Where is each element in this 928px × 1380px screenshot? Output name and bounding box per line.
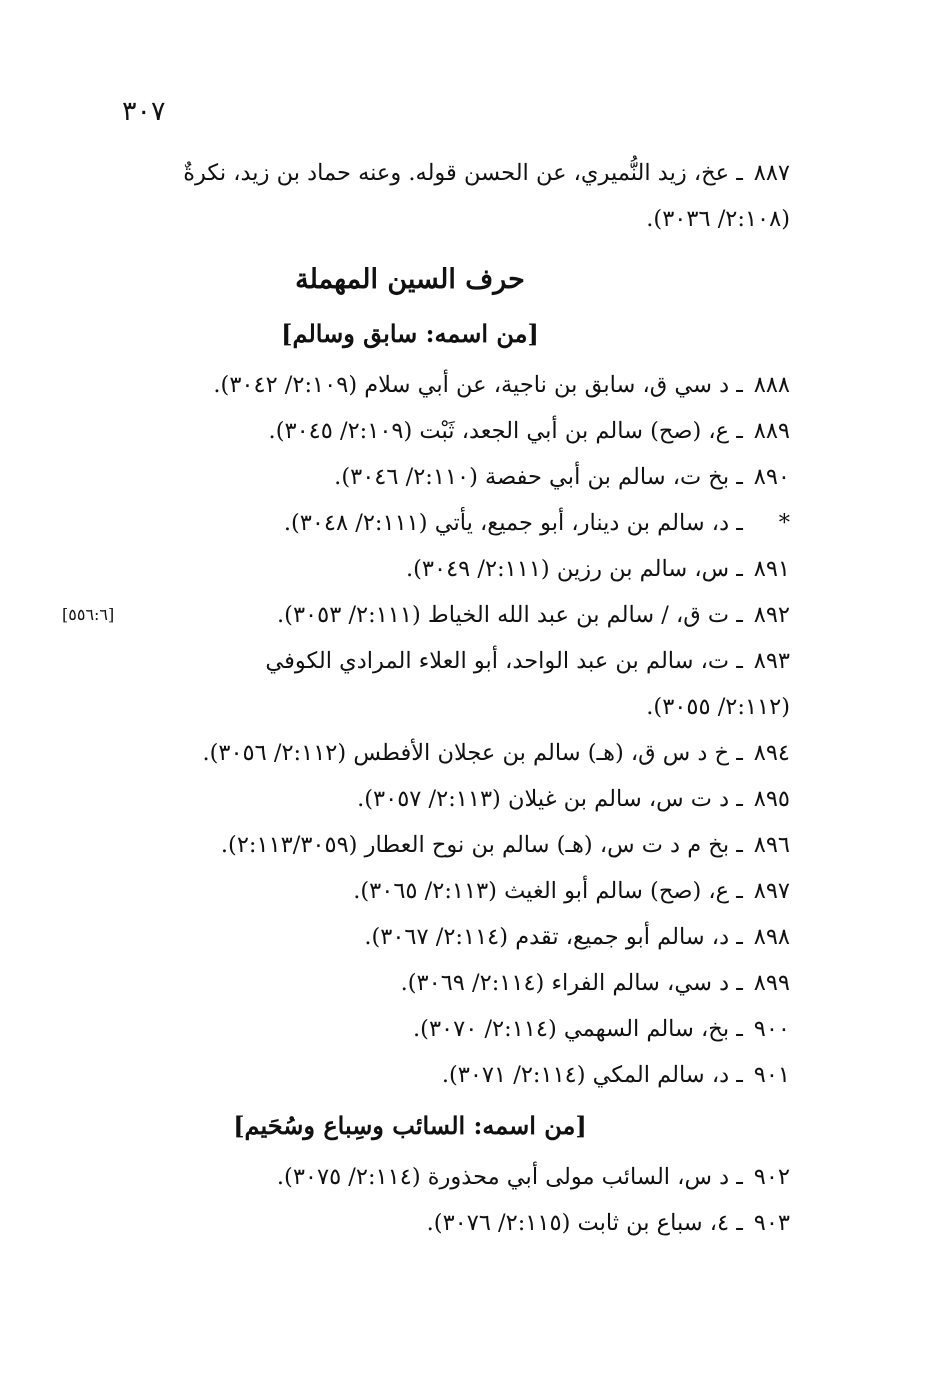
entry-892 [62, 592, 790, 638]
entry-text: ـ د، سالم بن دينار، أبو جميع، يأتي (٢:١١١/ ٣٠٤٨). [283, 510, 743, 536]
entry-text: ـ د سي ق، سابق بن ناجية، عن أبي سلام (٢:١٠٩/ ٣٠٤٢). [213, 372, 743, 398]
page-number: ٣٠٧ [122, 96, 166, 127]
entry-text: ـ ع، (صح) سالم أبو الغيث (٢:١١٣/ ٣٠٦٥). [353, 878, 743, 904]
entry-896 [100, 822, 790, 868]
entry-text: ـ د سي، سالم الفراء (٢:١١٤/ ٣٠٦٩). [400, 970, 743, 996]
entry-number: ٨٩٢ [753, 602, 790, 628]
entry-897 [100, 868, 790, 914]
entry-898 [100, 914, 790, 960]
section-heading: حرف السين المهملة [295, 264, 525, 295]
entry-text: ـ خ د س ق، (هـ) سالم بن عجلان الأفطس (٢:١١٢/ ٣٠٥٦). [202, 740, 743, 766]
sub-heading-1: [من اسمه: سابق وسالم] [281, 319, 539, 348]
entry-text: ـ عخ، زيد النُّميري، عن الحسن قوله. وعنه حماد بن زيد، نكرةٌ [183, 160, 743, 186]
entry-text: ـ بخ ت، سالم بن أبي حفصة (٢:١١٠/ ٣٠٤٦). [334, 464, 743, 490]
entry-number: ٨٩٧ [753, 878, 790, 904]
entry-903 [100, 1200, 790, 1246]
entry-887 [100, 150, 790, 242]
entry-899 [100, 960, 790, 1006]
entry-889 [100, 408, 790, 454]
entry-number: ٩٠٢ [753, 1164, 790, 1190]
entry-number: ٨٨٨ [753, 372, 790, 398]
entry-text: ـ بخ م د ت س، (هـ) سالم بن نوح العطار (٢:١١٣/٣٠٥٩). [220, 832, 743, 858]
entry-text: ـ بخ، سالم السهمي (٢:١١٤/ ٣٠٧٠). [413, 1016, 743, 1042]
entry-text: ـ د س، السائب مولى أبي محذورة (٢:١١٤/ ٣٠٧٥). [276, 1164, 743, 1190]
entry-text: ـ د، سالم أبو جميع، تقدم (٢:١١٤/ ٣٠٦٧). [364, 924, 743, 950]
page-content [62, 150, 790, 1246]
entry-text: ـ د، سالم المكي (٢:١١٤/ ٣٠٧١). [441, 1062, 743, 1088]
entry-900 [100, 1006, 790, 1052]
entry-text: ـ س، سالم بن رزين (٢:١١١/ ٣٠٤٩). [405, 556, 743, 582]
entry-marker: * [778, 510, 790, 536]
entry-text: ـ د ت س، سالم بن غيلان (٢:١١٣/ ٣٠٥٧). [357, 786, 743, 812]
entry-894 [100, 730, 790, 776]
entry-text: ـ ع، (صح) سالم بن أبي الجعد، ثَبْت (٢:١٠٩/ ٣٠٤٥). [268, 418, 743, 444]
entry-number: ٨٩٥ [753, 786, 790, 812]
entry-893 [100, 638, 790, 730]
entry-continuation: (٢:١١٢/ ٣٠٥٥). [646, 694, 790, 720]
entry-number: ٨٨٧ [753, 160, 790, 186]
entry-number: ٨٩٩ [753, 970, 790, 996]
entry-891 [100, 546, 790, 592]
entry-number: ٨٨٩ [753, 418, 790, 444]
entry-text: ـ ٤، سباع بن ثابت (٢:١١٥/ ٣٠٧٦). [426, 1210, 743, 1236]
entry-number: ٨٩٣ [753, 648, 790, 674]
entry-number: ٨٩١ [753, 556, 790, 582]
entry-number: ٩٠٠ [753, 1016, 790, 1042]
entry-text: ـ ت ق، / سالم بن عبد الله الخياط (٢:١١١/ ٣٠٥٣). [277, 602, 743, 628]
margin-note: [٥٥٦:٦] [62, 605, 115, 624]
entry-number: ٩٠٣ [753, 1210, 790, 1236]
entry-star [100, 500, 790, 546]
entry-text: ـ ت، سالم بن عبد الواحد، أبو العلاء المرادي الكوفي [265, 648, 743, 674]
entry-number: ٨٩٨ [753, 924, 790, 950]
entry-902 [100, 1154, 790, 1200]
entry-895 [100, 776, 790, 822]
entry-continuation: (٢:١٠٨/ ٣٠٣٦). [646, 206, 790, 232]
entry-number: ٨٩٤ [753, 740, 790, 766]
entry-number: ٨٩٠ [753, 464, 790, 490]
entry-number: ٨٩٦ [753, 832, 790, 858]
entry-890 [100, 454, 790, 500]
entry-888 [100, 362, 790, 408]
entry-901 [100, 1052, 790, 1098]
entry-number: ٩٠١ [753, 1062, 790, 1088]
sub-heading-2: [من اسمه: السائب وسِباع وسُحَيم] [233, 1111, 587, 1140]
